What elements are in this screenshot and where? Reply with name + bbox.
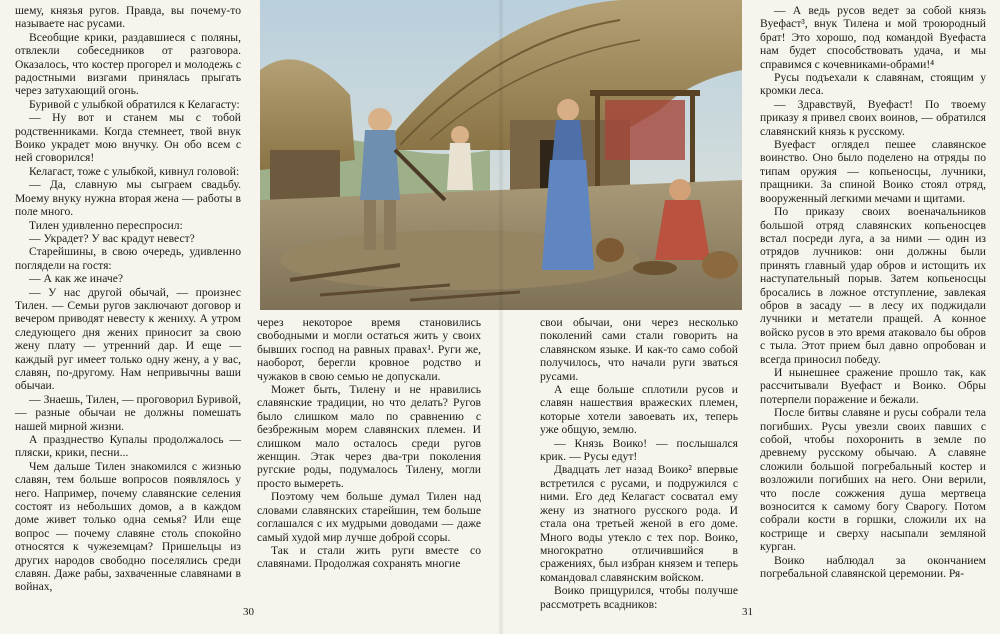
paragraph: После битвы славяне и русы собрали тела погибших. Русы увезли своих павших с собой, чтобы похоронить в земле по древнему русскому обычаю. А славяне сложили большой погребальный костер и возложили погибших на него. Они верили, что после сожжения душа мертвеца возносится к самому богу Сварогу. Потом собрали кости в горшки, сложили их на кострище и сверху насыпали земляной курган. — [760, 406, 986, 554]
paragraph: свои обычаи, они через несколько поколений сами стали говорить на славянском языке. И как-то само собой получилось, что начали руги зваться русами. — [540, 316, 738, 383]
paragraph: Поэтому чем больше думал Тилен над словами славянских старейшин, тем больше соглашался с их мудрыми доводами — даже самый худой мир лучше доброй ссоры. — [257, 490, 481, 544]
paragraph: Всеобщие крики, раздавшиеся с поляны, отвлекли собеседников от разговора. Оказалось, что костер прогорел и молодежь с радостными визгами принялась прыгать через затухающий огонь. — [15, 30, 241, 98]
paragraph: — Украдет? У вас крадут невест? — [29, 231, 195, 245]
paragraph: — Ну вот и станем мы с тобой родственниками. Когда стемнеет, твой внук Воико украдет мою внучку. Он обо всем с ней сговорился! — [15, 111, 241, 165]
text-column-4 — [760, 4, 986, 580]
paragraph: Воико прищурился, чтобы получше рассмотреть всадников: — [540, 584, 738, 611]
paragraph: Может быть, Тилену и не нравились славянские традиции, но что делать? Ругов было слишком мало по сравнению с безбрежным морем славянских племен. И слишком мало осталось среди ругов женщин. Этак через два-три поколения ругские роды, подумалось Тилену, могли просто вымереть. — [257, 383, 481, 490]
paragraph: Келагаст, тоже с улыбкой, кивнул головой: — [29, 164, 240, 178]
paragraph: А еще больше сплотили русов и славян нашествия вражеских племен, которые хотели завоевать их, теперь уже общую, землю. — [540, 383, 738, 437]
paragraph: Чем дальше Тилен знакомился с жизнью славян, тем больше вопросов появлялось у него. Например, почему славянские селения состоят из небольших домов, а в каждом доме живет только одна семья? Или еще вопрос — почему славяне столь спокойно относятся к чужеземцам? Пришельцы из других народов свободно поселялись среди славян. Даже рабы, захваченные славянами в войнах, — [15, 459, 241, 594]
page-number-right: 31 — [742, 606, 753, 618]
paragraph: — Да, славную мы сыграем свадьбу. Моему внуку нужна вторая жена — работы в поле много. — [15, 178, 241, 219]
paragraph: — Князь Воико! — послышался крик. — Русы едут! — [540, 436, 738, 464]
paragraph: через некоторое время становились свободными и могли остаться жить у своих бывших господ на равных правах¹. Руги же, наоборот, берегли кровное родство и чужаков в свою семью не допускали. — [257, 316, 481, 383]
paragraph: Так и стали жить руги вместе со славянами. Продолжая сохранять многие — [257, 543, 481, 571]
paragraph: И нынешнее сражение прошло так, как рассчитывали Вуефаст и Воико. Обры потерпели поражение и бежали. — [760, 365, 986, 406]
paragraph: Вуефаст оглядел пешее славянское воинство. Оно было поделено на отряды по типам оружия — копьеносцы, лучники, пращники. За спиной Воико стоял отряд, вооруженный легкими мечами и щитами. — [760, 138, 986, 205]
paragraph: Тилен удивленно переспросил: — [29, 218, 183, 232]
text-column-3 — [540, 316, 738, 611]
paragraph: А празднество Купалы продолжалось — пляски, крики, песни... — [15, 433, 241, 460]
paragraph: Двадцать лет назад Воико² впервые встретился с русами, и подружился с ними. Его дед Келагаст сосватал ему жену из знатного русского рода. И стала она третьей женой в его доме. Много воды утекло с тех пор. Воико, многократно отличившийся в сражениях, был избран князем и теперь командовал славянским войском. — [540, 463, 738, 584]
page-number-left: 30 — [243, 606, 254, 618]
paragraph: — Знаешь, Тилен, — проговорил Буривой, — разные обычаи не должны помешать нашей мирной жизни. — [15, 392, 241, 433]
text-column-2 — [257, 316, 481, 571]
paragraph: Буривой с улыбкой обратился к Келагасту: — [29, 97, 240, 111]
paragraph: — Здравствуй, Вуефаст! По твоему приказу я привел своих воинов, — обратился славянский князь к русскому. — [760, 97, 986, 138]
paragraph: По приказу своих военачальников большой отряд славянских копьеносцев встал посреди луга, а за ними — один из отрядов лучников: они должны были принять главный удар обров и истощить их наступательный порыв. Затем копьеносцы бросались в ложное отступление, завлекая обров в засаду — в лесу их поджидали лучники и метатели пращей. А конное войско русов в это время атаковало бы обров с тыла. Этот прием был давно опробован и всегда приносил победу. — [760, 205, 986, 366]
book-gutter — [498, 0, 504, 634]
paragraph: Русы подъехали к славянам, стоящим у кромки леса. — [760, 71, 986, 98]
paragraph: — А ведь русов ведет за собой князь Вуефаст³, внук Тилена и мой троюродный брат! Это хорошо, под командой Вуефаста нам будет способствовать удача, и мы справимся с кочевниками-обрами!⁴ — [760, 4, 986, 71]
paragraph: шему, князья ругов. Правда, вы почему-то называете нас русами. — [15, 4, 241, 31]
text-column-1 — [15, 4, 241, 594]
paragraph: — У нас другой обычай, — произнес Тилен. — Семьи ругов заключают договор и вечером приводят невесту к жениху. А утром следующего дня жених приносит за свою жену плату — утренний дар. И еще — каждый руг имеет только одну жену, а у вас, славян, по-другому. Нам непривычны ваши обычаи. — [15, 285, 241, 393]
paragraph: Воико наблюдал за окончанием погребальной славянской церемонии. Ря- — [760, 553, 986, 581]
paragraph: — А как же иначе? — [29, 272, 124, 286]
paragraph: Старейшины, в свою очередь, удивленно поглядели на гостя: — [15, 245, 241, 272]
